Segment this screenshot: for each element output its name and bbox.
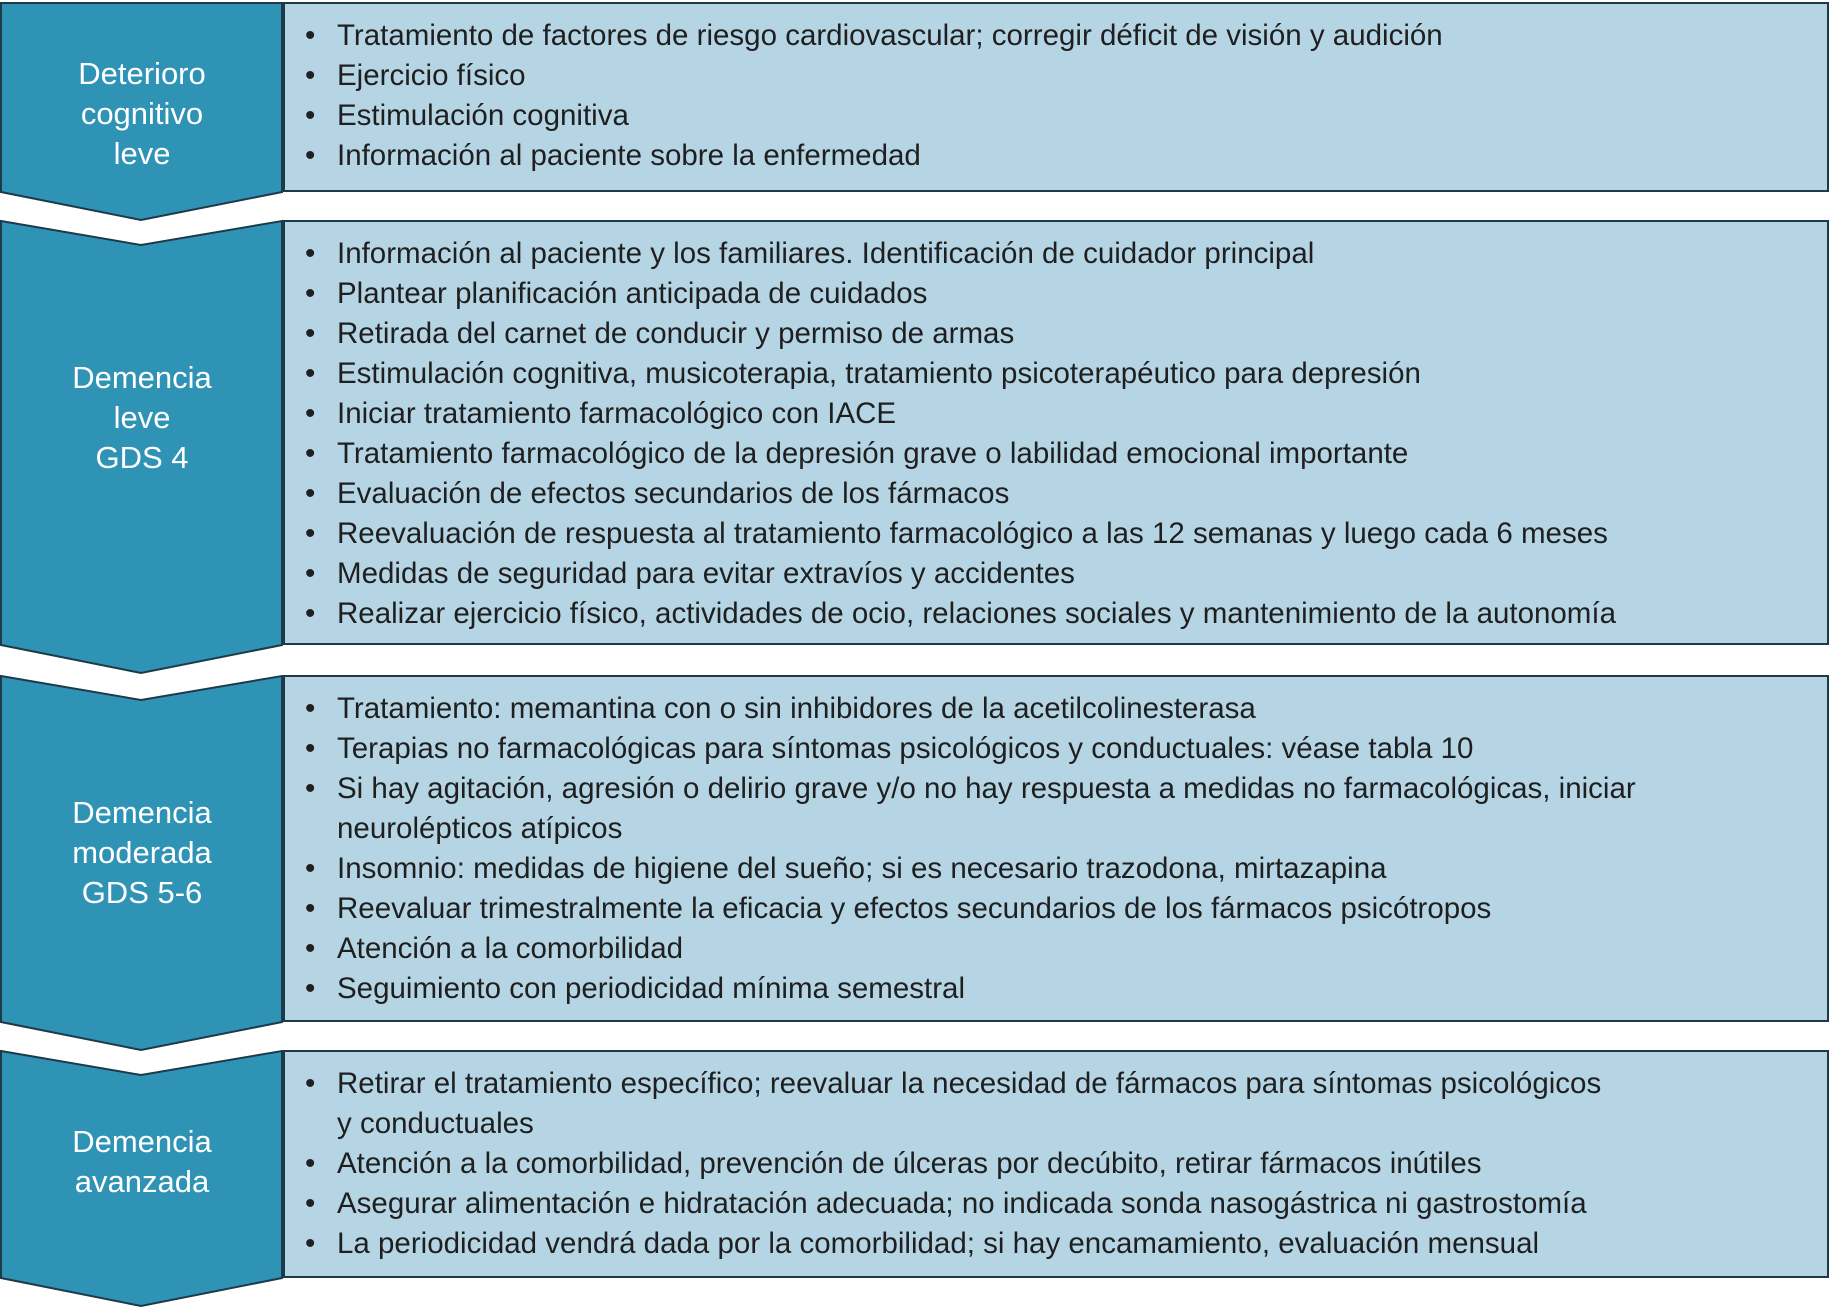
recommendation-text: Asegurar alimentación e hidratación adecuada; no indicada sonda nasogástrica ni gastrostomía xyxy=(337,1187,1587,1220)
stage-label-line: leve xyxy=(113,136,171,171)
stage-label xyxy=(0,793,284,913)
recommendation-item xyxy=(305,514,1616,554)
recommendation-item xyxy=(305,1144,1601,1184)
bullet-icon: • xyxy=(305,892,316,925)
recommendation-item xyxy=(305,434,1616,474)
bullet-icon: • xyxy=(305,1147,316,1180)
bullet-icon: • xyxy=(305,852,316,885)
recommendation-list xyxy=(305,1064,1601,1264)
recommendation-text: neurolépticos atípicos xyxy=(337,812,623,845)
recommendation-text: Si hay agitación, agresión o delirio grave y/o no hay respuesta a medidas no farmacológicas, iniciar xyxy=(337,772,1636,805)
recommendation-item xyxy=(305,1184,1601,1224)
recommendation-item xyxy=(305,234,1616,274)
bullet-icon: • xyxy=(305,397,316,430)
recommendation-item xyxy=(305,16,1443,56)
recommendation-item xyxy=(305,474,1616,514)
bullet-icon: • xyxy=(305,732,316,765)
bullet-icon: • xyxy=(305,1227,316,1260)
recommendation-item xyxy=(305,314,1616,354)
bullet-icon: • xyxy=(305,772,316,805)
recommendation-item xyxy=(305,689,1636,729)
recommendation-text: Atención a la comorbilidad xyxy=(337,932,684,965)
recommendation-item xyxy=(305,889,1636,929)
stage-3 xyxy=(0,675,1830,1050)
stage-label-line: Demencia xyxy=(72,360,212,395)
stage-label-line: Demencia xyxy=(72,1124,212,1159)
stage-4 xyxy=(0,1050,1830,1306)
stage-panel xyxy=(283,675,1829,1022)
recommendation-text: y conductuales xyxy=(337,1107,534,1140)
recommendation-item xyxy=(305,849,1636,889)
stage-panel xyxy=(283,1050,1829,1278)
recommendation-item xyxy=(305,769,1636,849)
recommendation-text: Información al paciente y los familiares. Identificación de cuidador principal xyxy=(337,237,1315,270)
bullet-icon: • xyxy=(305,972,316,1005)
stage-label-line: Deterioro xyxy=(78,56,206,91)
recommendation-text: Iniciar tratamiento farmacológico con IACE xyxy=(337,397,897,430)
stage-label-line: GDS 4 xyxy=(95,440,189,475)
recommendation-text: Retirada del carnet de conducir y permiso de armas xyxy=(337,317,1015,350)
recommendation-item xyxy=(305,354,1616,394)
recommendation-item xyxy=(305,96,1443,136)
recommendation-item xyxy=(305,1064,1601,1144)
recommendation-text: Atención a la comorbilidad, prevención de úlceras por decúbito, retirar fármacos inútiles xyxy=(337,1147,1482,1180)
stage-label-line: avanzada xyxy=(74,1164,210,1199)
recommendation-text: Estimulación cognitiva, musicoterapia, tratamiento psicoterapéutico para depresión xyxy=(337,357,1421,390)
stage-label-line: leve xyxy=(113,400,171,435)
bullet-icon: • xyxy=(305,19,316,52)
recommendation-list xyxy=(305,16,1443,176)
recommendation-text: Tratamiento farmacológico de la depresión grave o labilidad emocional importante xyxy=(337,437,1409,470)
bullet-icon: • xyxy=(305,932,316,965)
recommendation-item xyxy=(305,929,1636,969)
recommendation-item xyxy=(305,1224,1601,1264)
recommendation-text: Reevaluación de respuesta al tratamiento farmacológico a las 12 semanas y luego cada 6 meses xyxy=(337,517,1608,550)
stage-label-line: Demencia xyxy=(72,795,212,830)
recommendation-text: Ejercicio físico xyxy=(337,59,526,92)
recommendation-item xyxy=(305,136,1443,176)
stage-panel xyxy=(283,2,1829,192)
bullet-icon: • xyxy=(305,357,316,390)
bullet-icon: • xyxy=(305,99,316,132)
recommendation-item xyxy=(305,554,1616,594)
recommendation-item xyxy=(305,969,1636,1009)
recommendation-text: Tratamiento: memantina con o sin inhibidores de la acetilcolinesterasa xyxy=(337,692,1256,725)
bullet-icon: • xyxy=(305,317,316,350)
bullet-icon: • xyxy=(305,692,316,725)
recommendation-list xyxy=(305,234,1616,634)
stage-2 xyxy=(0,220,1830,673)
stage-label xyxy=(0,54,284,174)
bullet-icon: • xyxy=(305,1067,316,1100)
recommendation-text: Retirar el tratamiento específico; reevaluar la necesidad de fármacos para síntomas psicológicos xyxy=(337,1067,1602,1100)
bullet-icon: • xyxy=(305,557,316,590)
stage-label xyxy=(0,1122,284,1202)
recommendation-item xyxy=(305,729,1636,769)
stage-label xyxy=(0,358,284,478)
bullet-icon: • xyxy=(305,1187,316,1220)
bullet-icon: • xyxy=(305,477,316,510)
recommendation-text: Tratamiento de factores de riesgo cardiovascular; corregir déficit de visión y audición xyxy=(337,19,1443,52)
recommendation-text: Evaluación de efectos secundarios de los fármacos xyxy=(337,477,1010,510)
bullet-icon: • xyxy=(305,237,316,270)
recommendation-text: Reevaluar trimestralmente la eficacia y efectos secundarios de los fármacos psicótropos xyxy=(337,892,1492,925)
recommendation-item xyxy=(305,274,1616,314)
bullet-icon: • xyxy=(305,139,316,172)
recommendation-text: Insomnio: medidas de higiene del sueño; si es necesario trazodona, mirtazapina xyxy=(337,852,1387,885)
recommendation-text: La periodicidad vendrá dada por la comorbilidad; si hay encamamiento, evaluación mensual xyxy=(337,1227,1540,1260)
bullet-icon: • xyxy=(305,277,316,310)
bullet-icon: • xyxy=(305,597,316,630)
recommendation-text: Información al paciente sobre la enfermedad xyxy=(337,139,921,172)
bullet-icon: • xyxy=(305,59,316,92)
recommendation-text: Estimulación cognitiva xyxy=(337,99,629,132)
stage-1 xyxy=(0,2,1830,220)
stage-label-line: cognitivo xyxy=(80,96,204,131)
recommendation-text: Medidas de seguridad para evitar extravíos y accidentes xyxy=(337,557,1075,590)
recommendation-list xyxy=(305,689,1636,1009)
recommendation-item xyxy=(305,394,1616,434)
recommendation-item xyxy=(305,56,1443,96)
recommendation-text: Seguimiento con periodicidad mínima semestral xyxy=(337,972,965,1005)
recommendation-text: Realizar ejercicio físico, actividades de ocio, relaciones sociales y mantenimiento de la autonomía xyxy=(337,597,1616,630)
recommendation-item xyxy=(305,594,1616,634)
stage-label-line: GDS 5-6 xyxy=(81,875,203,910)
bullet-icon: • xyxy=(305,437,316,470)
recommendation-text: Terapias no farmacológicas para síntomas psicológicos y conductuales: véase tabla 10 xyxy=(337,732,1474,765)
stage-panel xyxy=(283,220,1829,645)
stage-label-line: moderada xyxy=(72,835,212,870)
bullet-icon: • xyxy=(305,517,316,550)
recommendation-text: Plantear planificación anticipada de cuidados xyxy=(337,277,928,310)
